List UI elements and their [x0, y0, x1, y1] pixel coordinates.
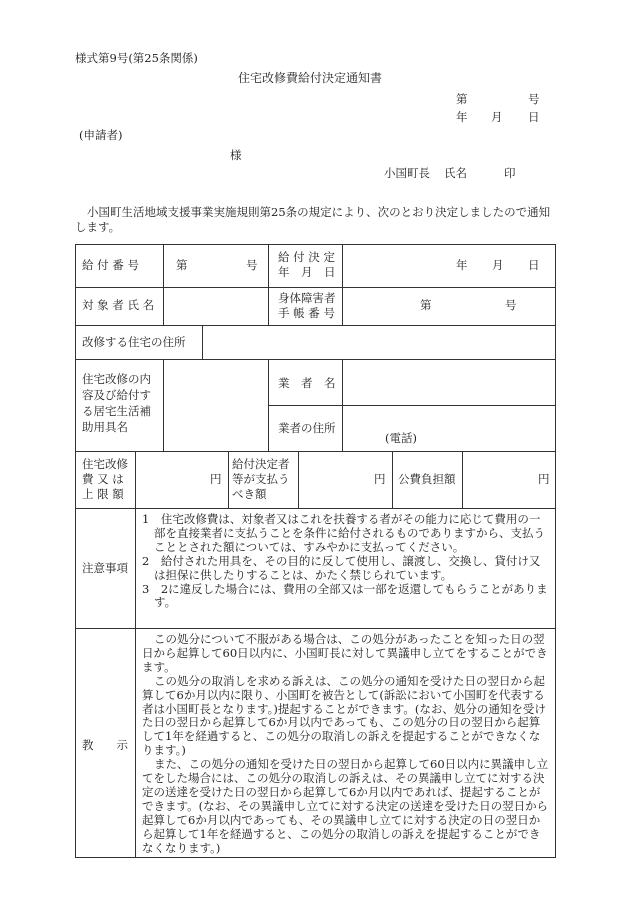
payable-amount-label-1: 給付決定者 — [232, 457, 290, 471]
note-item-3: 3 2に違反した場合には、費用の全部又は一部を返還してもらうことがあります。 — [142, 581, 548, 610]
note-item-2: 2 給付された用具を、その目的に反して使用し、譲渡し、交換し、貸付け又は担保に供したりすることは、かたく禁じられています。 — [142, 553, 541, 582]
instruction-paragraph-1: この処分について不服がある場合は、この処分があったことを知った日の翌日から起算して60日以内に、小国町長に対して異議申し立てをすることができます。 — [142, 632, 548, 674]
doc-number-suffix: 号 — [528, 92, 540, 106]
payable-amount-label-3: べき額 — [232, 487, 267, 501]
contractor-address-label: 業者の住所 — [278, 421, 336, 435]
note-item-1: 1 住宅改修費は、対象者又はこれを扶養する者がその能力に応じて費用の一部を直接業者に支払うことを条件に給付されるものでありますから、支払うこととされた額については、すみやかに支払ってください。 — [142, 512, 545, 554]
cost-limit-yen: 円 — [210, 472, 222, 486]
renovation-content-label-4: 助用具名 — [82, 420, 128, 434]
disability-cert-label-1: 身体障害者 — [278, 291, 336, 305]
instruction-paragraph-3: また、この処分の通知を受けた日の翌日から起算して60日以内に異議申し立てをした場合には、この処分の取消しの訴えは、その異議申し立てに対する決定の送達を受けた日の翌日から起算して6か月以内であれば、提起することができます。(なお、その異議申し立てに対する決定の送達を受けた日の翌日から起算して6か月以内であっても、その異議申し立てに対する決定の日の翌日から起算して1年を経過すると、この処分の取消しの訴えを提起することができなくなります。) — [142, 757, 549, 855]
issuer-seal: 印 — [504, 166, 516, 180]
payable-amount-label-2: 等が支払う — [232, 472, 290, 486]
addressee-suffix: 様 — [230, 148, 242, 162]
document-title: 住宅改修費給付決定通知書 — [238, 71, 383, 85]
disability-cert-prefix: 第 — [420, 298, 432, 312]
renovation-content-label-1: 住宅改修の内 — [82, 372, 151, 386]
contractor-name-label: 業 者 名 — [278, 376, 336, 390]
issuer-name-label: 氏名 — [444, 166, 467, 180]
renovation-content-label-2: 容及び給付す — [82, 388, 151, 402]
cost-limit-label-2: 費 又 は — [82, 472, 124, 486]
doc-number-prefix: 第 — [456, 92, 468, 106]
date-month: 月 — [491, 110, 503, 124]
public-burden-yen: 円 — [538, 472, 550, 486]
instruction-paragraph-2: この処分の取消しを求める訴えは、この処分の通知を受けた日の翌日から起算して6か月以内に限り、小国町を被告として(訴訟において小国町を代表する者は小国町長となります。)提起することができます。(なお、処分の通知を受けた日の翌日から起算して6か月以内であっても、この処分の日の翌日から起算して1年を経過すると、この処分の取消しの訴えを提起することができなくなります。) — [142, 673, 546, 758]
public-burden-label: 公費負担額 — [398, 472, 456, 486]
benefit-number-prefix: 第 — [176, 258, 188, 272]
decision-date-label-1: 給 付 決 定 — [278, 250, 335, 264]
decision-date-month: 月 — [492, 258, 504, 272]
recipient-name-label: 対 象 者 氏 名 — [82, 298, 155, 312]
phone-label: (電話) — [385, 431, 417, 445]
disability-cert-label-2: 手 帳 番 号 — [278, 306, 335, 320]
date-day: 日 — [528, 110, 540, 124]
renovation-content-label-3: る居宅生活補 — [82, 404, 151, 418]
disability-cert-suffix: 号 — [505, 298, 517, 312]
issuer-title: 小国町長 — [384, 166, 430, 180]
benefit-number-label: 給 付 番 号 — [82, 258, 139, 272]
date-year: 年 — [456, 110, 468, 124]
decision-date-day: 日 — [528, 258, 540, 272]
applicant-label: (申請者) — [79, 128, 123, 142]
residence-address-label: 改修する住宅の住所 — [82, 335, 186, 349]
notes-label: 注意事項 — [82, 561, 128, 575]
notes-content — [142, 513, 550, 610]
payable-amount-yen: 円 — [374, 472, 386, 486]
cost-limit-label-3: 上 限 額 — [82, 487, 124, 501]
decision-date-label-2: 年 月 日 — [278, 265, 336, 279]
instruction-content — [142, 633, 550, 856]
cost-limit-label-1: 住宅改修 — [82, 457, 128, 471]
form-label: 様式第9号(第25条関係) — [75, 51, 198, 65]
instruction-label: 教 示 — [82, 738, 128, 752]
decision-date-year: 年 — [456, 258, 468, 272]
intro-text: 小国町生活地域支援事業実施規則第25条の規定により、次のとおり決定しましたので通知します。 — [75, 205, 551, 234]
benefit-number-suffix: 号 — [246, 258, 258, 272]
